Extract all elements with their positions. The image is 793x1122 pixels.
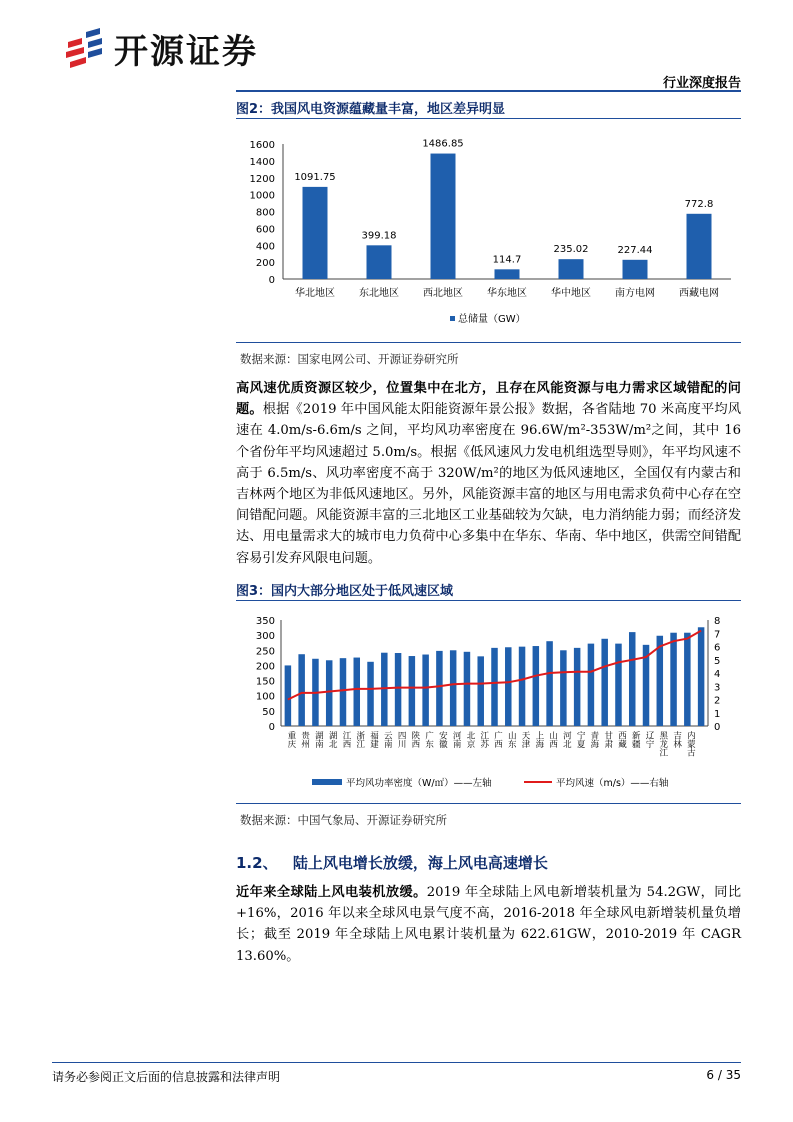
- left-tick-label: 50: [262, 706, 275, 718]
- bar: [588, 644, 595, 726]
- data-label: 235.02: [553, 244, 589, 256]
- x-tick-label: 云南: [382, 731, 393, 748]
- right-tick-label: 8: [714, 616, 721, 627]
- figure3-bottom-rule: [236, 803, 741, 804]
- bar: [684, 633, 691, 726]
- paragraph-1-line: 高于 6.5m/s、风功率密度不高于 320W/m²的地区为低风速地区，全国仅有内蒙古和: [236, 465, 741, 481]
- bar: [477, 656, 484, 726]
- bar: [354, 658, 361, 726]
- x-tick-label: 河北: [561, 731, 572, 748]
- x-tick-label: 新疆: [630, 731, 641, 748]
- legend-swatch-bar: [312, 779, 342, 785]
- paragraph-1-line: 空间错配容易引发弃风限电问题。: [236, 529, 742, 566]
- y-tick-label: 400: [255, 241, 275, 253]
- company-name: 开源证券: [114, 31, 258, 72]
- paragraph-2-line: 截至 2019 年全球陆上风电累计装机量为 622.61GW，2010-2019 年 CAGR 13.60%。: [236, 927, 741, 964]
- bar: [629, 632, 636, 726]
- x-tick-label: 湖北: [327, 731, 338, 748]
- x-tick-label: 东北地区: [359, 288, 399, 299]
- paragraph-1-line: 风速在 4.0m/s-6.6m/s 之间，平均风功率密度在 96.6W/m²-353W/m²之间，其中 16 个: [236, 402, 742, 460]
- paragraph-1-line: 经济发达、用电量需求大的城市电力负荷中心多集中在华东、华南、华中地区，供需: [236, 508, 742, 545]
- company-logo: [64, 26, 258, 70]
- x-tick-label: 吉林: [671, 731, 682, 748]
- y-tick-label: 800: [255, 207, 275, 219]
- bar: [340, 658, 347, 726]
- x-tick-label: 西北地区: [423, 288, 463, 299]
- paragraph-1-line: 吉林两个地区为非低风速地区。另外，风能资源丰富的地区与用电需求负荷中心存: [236, 487, 715, 503]
- bar: [381, 653, 388, 726]
- right-tick-label: 6: [714, 642, 721, 654]
- left-tick-label: 250: [255, 646, 275, 658]
- x-tick-label: 陕西: [409, 731, 420, 748]
- right-tick-label: 2: [714, 695, 721, 707]
- x-tick-label: 山西: [547, 731, 558, 748]
- paragraph-1-line: 根据《2019 年中国风能太阳能资源年景公报》数据，各省陆地 70 米高度平均: [262, 402, 728, 418]
- x-tick-label: 南方电网: [615, 288, 655, 299]
- bar: [615, 644, 622, 726]
- x-tick-label: 辽宁: [644, 731, 655, 748]
- data-label: 1091.75: [294, 171, 336, 183]
- page-number: 6 / 35: [706, 1068, 741, 1082]
- x-tick-label: 青海: [588, 731, 599, 748]
- bar: [367, 245, 392, 279]
- bar: [422, 655, 429, 726]
- paragraph-1: [236, 378, 741, 569]
- bar: [623, 260, 648, 279]
- bar: [698, 627, 705, 726]
- y-tick-label: 1200: [249, 173, 275, 185]
- y-tick-label: 1600: [249, 140, 275, 151]
- x-tick-label: 华北地区: [295, 288, 335, 299]
- bar: [533, 646, 540, 726]
- x-tick-label: 江西: [340, 731, 351, 748]
- data-label: 227.44: [617, 244, 653, 256]
- section-title: 陆上风电增长放缓，海上风电高速增长: [292, 854, 548, 872]
- data-label: 399.18: [361, 230, 397, 242]
- figure3-top-rule: [236, 600, 741, 601]
- bar: [559, 259, 584, 279]
- x-tick-label: 湖南: [313, 731, 324, 748]
- figure2-chart: [236, 122, 741, 340]
- bar: [560, 650, 567, 726]
- legend-label: 总储量（GW）: [458, 314, 526, 325]
- left-tick-label: 300: [255, 631, 275, 643]
- bar: [326, 660, 333, 726]
- left-tick-label: 100: [255, 691, 275, 703]
- x-tick-label: 北京: [464, 731, 475, 748]
- x-tick-label: 山东: [506, 731, 517, 748]
- figure2-source: 数据来源：国家电网公司、开源证券研究所: [240, 352, 459, 366]
- bar: [285, 665, 292, 726]
- paragraph-2-lead: 近年来全球陆上风电装机放缓。: [236, 885, 427, 900]
- x-tick-label: 上海: [533, 731, 544, 748]
- x-tick-label: 华中地区: [551, 288, 591, 299]
- x-tick-label: 重庆: [285, 731, 296, 748]
- left-tick-label: 200: [255, 661, 275, 673]
- bar: [546, 641, 553, 726]
- x-tick-label: 内蒙古: [685, 731, 696, 757]
- footer-rule: [52, 1062, 741, 1063]
- data-label: 772.8: [684, 198, 714, 210]
- bar: [431, 154, 456, 279]
- header-rule: [236, 90, 741, 92]
- figure3-source: 数据来源：中国气象局、开源证券研究所: [240, 813, 447, 827]
- bar: [491, 648, 498, 726]
- right-tick-label: 5: [714, 655, 721, 667]
- x-tick-label: 西藏电网: [679, 288, 719, 299]
- right-tick-label: 0: [714, 722, 721, 733]
- legend-label-bar: 平均风功率密度（W/㎡）——左轴: [346, 778, 492, 789]
- paragraph-2-line: 2019 年全球陆上风电新增装机量为 54.2GW，同比: [426, 885, 742, 900]
- right-tick-label: 1: [714, 708, 721, 720]
- figure2-bottom-rule: [236, 342, 741, 343]
- right-tick-label: 3: [714, 682, 721, 694]
- bar: [298, 654, 305, 726]
- figure3-chart: [236, 606, 741, 798]
- figure3-title: 图3：国内大部分地区处于低风速区域: [236, 584, 454, 599]
- bar: [303, 187, 328, 279]
- data-label: 1486.85: [422, 138, 464, 150]
- bar: [601, 639, 608, 726]
- bar: [495, 269, 520, 279]
- x-tick-label: 安徽: [437, 731, 448, 748]
- right-tick-label: 7: [714, 629, 721, 641]
- x-tick-label: 江苏: [478, 731, 489, 748]
- bar: [670, 633, 677, 726]
- bar: [519, 647, 526, 726]
- x-tick-label: 浙江: [354, 731, 365, 748]
- figure2-top-rule: [236, 118, 741, 119]
- bar: [436, 651, 443, 726]
- y-tick-label: 0: [268, 275, 275, 286]
- x-tick-label: 福建: [368, 731, 379, 748]
- logo-icon: [64, 28, 104, 68]
- right-tick-label: 4: [714, 669, 721, 680]
- bar: [395, 653, 402, 726]
- left-tick-label: 350: [255, 616, 275, 627]
- bar: [464, 652, 471, 726]
- paragraph-1-line: 在空间错配问题。风能资源丰富的三北地区工业基础较为欠缺，电力消纳能力弱；而: [236, 487, 742, 524]
- x-tick-label: 广西: [492, 731, 503, 748]
- y-tick-label: 1000: [249, 190, 275, 202]
- bar: [409, 656, 416, 726]
- bar: [687, 214, 712, 279]
- left-tick-label: 150: [255, 676, 275, 688]
- section-number: 1.2、: [236, 854, 278, 872]
- x-tick-label: 广东: [423, 731, 434, 748]
- y-tick-label: 1400: [249, 156, 275, 168]
- section-heading: [236, 852, 548, 873]
- footer-disclaimer: 请务必参阅正文后面的信息披露和法律声明: [52, 1070, 281, 1084]
- paragraph-1-line: 省份年平均风速超过 5.0m/s。根据《低风速风力发电机组选型导则》，年平均风速不: [249, 444, 742, 460]
- x-tick-label: 河南: [451, 731, 462, 748]
- bar: [505, 647, 512, 726]
- bar: [450, 650, 457, 726]
- x-tick-label: 黑龙江: [657, 731, 668, 757]
- figure2-title: 图2：我国风电资源蕴藏量丰富，地区差异明显: [236, 102, 506, 117]
- bar: [367, 662, 374, 726]
- x-tick-label: 贵州: [299, 731, 310, 748]
- legend-swatch: [450, 316, 455, 321]
- x-tick-label: 甘肃: [602, 731, 613, 748]
- x-tick-label: 天津: [520, 731, 531, 748]
- x-tick-label: 宁夏: [575, 731, 586, 748]
- paragraph-1-lead: 高风速优质资源区较少，位置集中在北方，且存在风能资源与电力需求区域错配的问题。: [236, 381, 741, 418]
- left-tick-label: 0: [268, 722, 275, 733]
- y-tick-label: 600: [255, 224, 275, 236]
- paragraph-2-line: +16%，2016 年以来全球风电景气度不高，2016-2018 年全球风电新增装机量负增长；: [236, 906, 741, 943]
- x-tick-label: 华东地区: [487, 288, 527, 299]
- legend-label-line: 平均风速（m/s）——右轴: [556, 778, 669, 789]
- x-tick-label: 西藏: [616, 731, 627, 748]
- x-tick-label: 四川: [396, 731, 407, 748]
- paragraph-2: [236, 882, 741, 967]
- y-tick-label: 200: [255, 258, 275, 270]
- data-label: 114.7: [492, 254, 522, 266]
- bar: [574, 648, 581, 726]
- report-type: 行业深度报告: [662, 76, 741, 91]
